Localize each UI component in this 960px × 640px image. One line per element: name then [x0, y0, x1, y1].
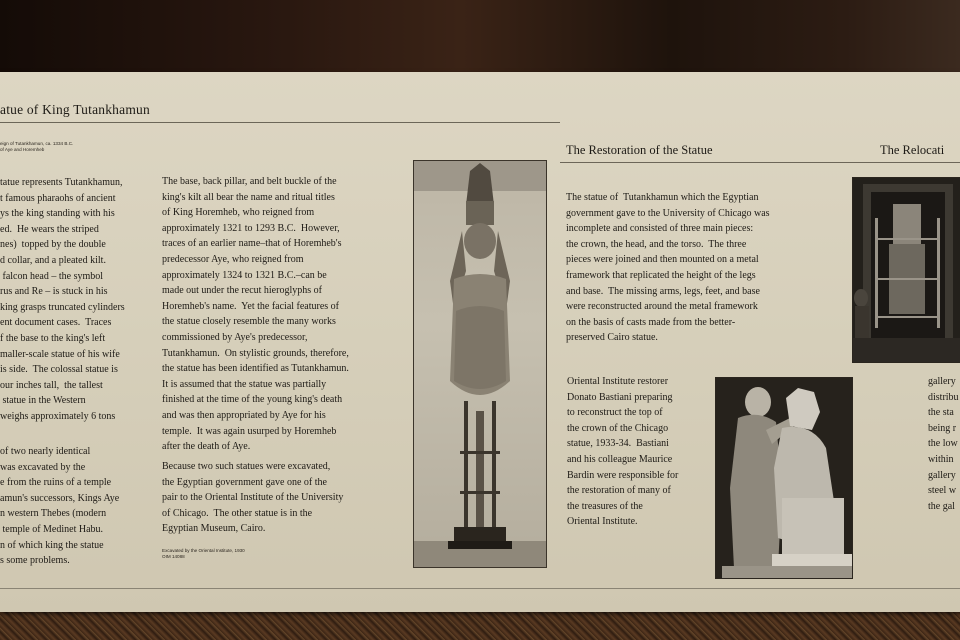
relocation-photo [852, 177, 960, 363]
restorer-photo [715, 377, 853, 579]
column-b-bottom: Because two such statues were excavated, the Egyptian government gave one of the pair to the Oriental Institute of the University of Chicago. The other statue is in the Egyptian Museum, Cairo. [162, 461, 344, 535]
column-a-bottom: of two nearly identical was excavated by the e from the ruins of a temple amun's successors, Kings Aye n western Thebes (modern temple of Medinet Habu. n of which king the statue s some problems. [0, 446, 120, 567]
statue-photo [413, 160, 547, 568]
column-a-top: tatue represents Tutankhamun, t famous pharaohs of ancient ys the king standing with his ed. He wears the striped nes) topped by the double d collar, and a pleated kilt. falcon head – the symbol rus and Re – is stuck in his king grasps truncated cylinders ent document cases. Traces f the base to the king's left maller-scale statue of his wife is side. The colossal statue is our inches tall, the tallest statue in the Western weighs approximately 6 tons [0, 177, 125, 422]
panel-title: atue of King Tutankhamun [0, 102, 150, 117]
relocation-illustration [853, 178, 960, 362]
exhibit-panel [0, 72, 960, 612]
object-caption: eign of Tutankhamun, ca. 1334 B.C. of Aye and Horemheb [0, 141, 74, 152]
background-wall-top [0, 0, 960, 78]
restoration-heading: The Restoration of the Statue [566, 143, 713, 157]
title-rule [0, 122, 560, 123]
section-rule [560, 162, 960, 163]
bottom-rule [0, 588, 960, 589]
excavation-footnote: Excavated by the Oriental Institute, 1930 OIM 14088 [162, 548, 245, 559]
relocation-body: gallery distribu the sta being r the low within gallery steel w the gal [928, 376, 959, 512]
relocation-heading: The Relocati [880, 143, 945, 157]
column-b-top: The base, back pillar, and belt buckle of the king's kilt all bear the name and ritual titles of King Horemheb, who reigned from approximately 1321 to 1293 B.C. However, traces of an earlier name–that of Horemheb's predecessor Aye, who reigned from approximately 1324 to 1321 B.C.–can be made out under the recut hieroglyphs of Horemheb's name. Yet the facial features of the statue closely resemble the many works commissioned by Aye's predecessor, Tutankhamun. On stylistic grounds, therefore, the statue has been identified as Tutankhamun. It is assumed that the statue was partially finished at the time of the young king's death and was then appropriated by Aye for his temple. It was again usurped by Horemheb after the death of Aye. [162, 176, 349, 453]
restorer-caption: Oriental Institute restorer Donato Bastiani preparing to reconstruct the top of the crown of the Chicago statue, 1933-34. Bastiani and his colleague Maurice Bardin were responsible for the restoration of many of the treasures of the Oriental Institute. [567, 376, 679, 528]
restorer-illustration [716, 378, 852, 578]
restoration-body: The statue of Tutankhamun which the Egyptian government gave to the University of Chicago was incomplete and consisted of three main pieces: the crown, the head, and the torso. The three pieces were joined and then mounted on a metal framework that replicated the height of the legs and base. The missing arms, legs, feet, and base were reconstructed around the metal framework on the basis of casts made from the better- preserved Cairo statue. [566, 192, 770, 344]
statue-illustration [414, 161, 546, 567]
